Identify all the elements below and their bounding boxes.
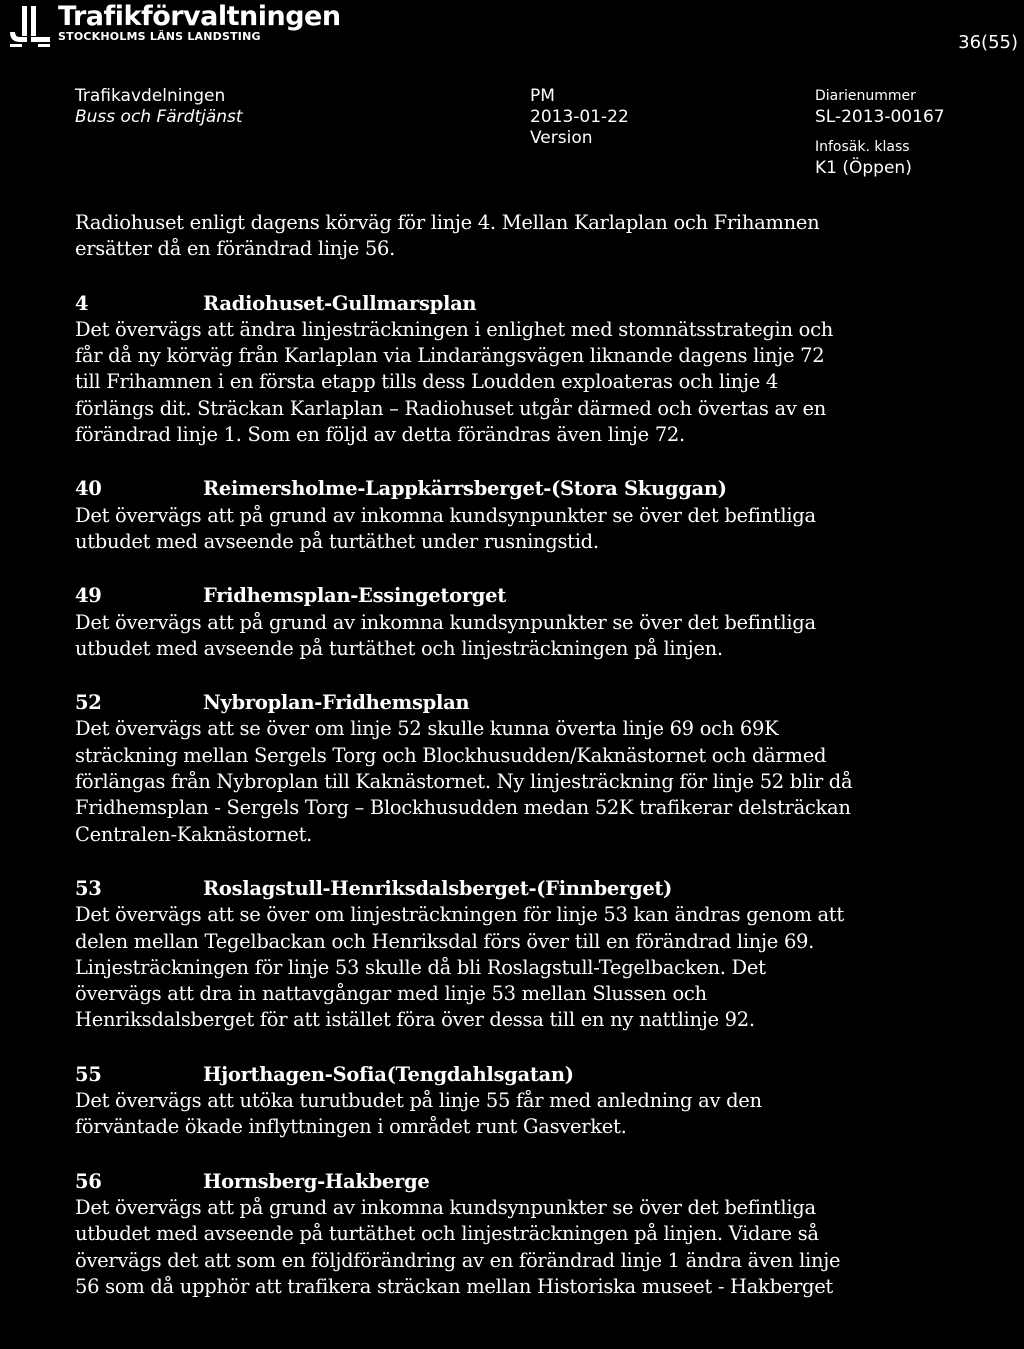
route-number: 52 [75,691,102,715]
diary-label: Diarienummer [815,88,916,104]
section-heading [75,1169,855,1195]
section-text: Det övervägs att utöka turutbudet på linje 55 får med anledning av den förväntade ökade inflyttningen i området runt Gasverket. [75,1089,762,1139]
department: Trafikavdelningen [75,86,226,106]
section-heading [75,1062,855,1088]
header-department-block [75,86,243,128]
header-diary-block [815,86,945,179]
route-number: 56 [75,1169,102,1193]
route-number: 40 [75,477,102,501]
section-text: Det övervägs att på grund av inkomna kundsynpunkter se över det befintliga utbudet med avseende på turtäthet och linjesträckningen på linjen. Vidare så övervägs det att som en följdförändring av en förändrad linje 1 ändra även linje 56 som då upphör att trafikera sträckan mellan Historiska museet - Hakberget [75,1195,841,1298]
unit: Buss och Färdtjänst [75,107,243,127]
route-number: 55 [75,1062,102,1086]
route-title: Hornsberg-Hakberge [203,1169,430,1193]
route-section-56 [75,1169,855,1300]
org-subtitle: STOCKHOLMS LÄNS LANDSTING [58,30,261,43]
diary-number: SL-2013-00167 [815,107,945,127]
sll-logo-icon [8,4,52,48]
header-document-block [530,86,629,149]
version-label: Version [530,128,593,148]
route-title: Hjorthagen-Sofia(Tengdahlsgatan) [203,1062,574,1086]
section-text: Det övervägs att se över om linjesträckningen för linje 53 kan ändras genom att delen mellan Tegelbackan och Henriksdal förs över till en förändrad linje 69. Linjesträckningen för linje 53 skulle då bli Roslagstull-Tegelbacken. Det övervägs att dra in nattavgångar med linje 53 mellan Slussen och Henriksdalsberget för att istället föra över dessa till en ny nattlinje 92. [75,903,844,1032]
route-section-53 [75,876,855,1034]
org-name: Trafikförvaltningen [58,1,341,32]
route-title: Radiohuset-Gullmarsplan [203,291,477,315]
route-section-55 [75,1062,855,1141]
page-number: 36(55) [958,32,1018,53]
section-text: Det övervägs att på grund av inkomna kundsynpunkter se över det befintliga utbudet med avseende på turtäthet och linjesträckningen på linjen. [75,610,816,660]
class-label: Infosäk. klass [815,139,910,155]
route-number: 49 [75,584,102,608]
intro-paragraph: Radiohuset enligt dagens körväg för linje 4. Mellan Karlaplan och Frihamnen ersätter då en förändrad linje 56. [75,211,820,261]
doc-type: PM [530,86,555,106]
route-number: 4 [75,291,89,315]
section-text: Det övervägs att på grund av inkomna kundsynpunkter se över det befintliga utbudet med avseende på turtäthet under rusningstid. [75,503,816,553]
route-section-49 [75,583,855,662]
route-section-52 [75,690,855,848]
route-title: Fridhemsplan-Essingetorget [203,584,506,608]
route-section-40 [75,476,855,555]
route-title: Nybroplan-Fridhemsplan [203,691,470,715]
section-text: Det övervägs att se över om linje 52 skulle kunna överta linje 69 och 69K sträckning mellan Sergels Torg och Blockhusudden/Kaknästornet och därmed förlängas från Nybroplan till Kaknästornet. Ny linjesträckning för linje 52 blir då Fridhemsplan - Sergels Torg – Blockhusudden medan 52K trafikerar delsträckan Centralen-Kaknästornet. [75,717,853,846]
section-heading [75,690,855,716]
section-heading [75,583,855,609]
doc-date: 2013-01-22 [530,107,629,127]
document-body [75,210,855,1300]
route-number: 53 [75,876,102,900]
section-text: Det övervägs att ändra linjesträckningen i enlighet med stomnätsstrategin och får då ny körväg från Karlaplan via Lindarängsvägen liknande dagens linje 72 till Frihamnen i en första etapp tills dess Loudden exploateras och linje 4 förlängs dit. Sträckan Karlaplan – Radiohuset utgår därmed och övertas av en förändrad linje 1. Som en följd av detta förändras även linje 72. [75,317,833,447]
class-value: K1 (Öppen) [815,158,912,178]
org-logo [8,1,341,48]
section-heading [75,291,855,317]
route-section-4 [75,291,855,449]
section-heading [75,876,855,902]
route-title: Roslagstull-Henriksdalsberget-(Finnberget) [203,876,673,900]
route-title: Reimersholme-Lappkärrsberget-(Stora Skuggan) [203,477,727,501]
section-heading [75,476,855,502]
